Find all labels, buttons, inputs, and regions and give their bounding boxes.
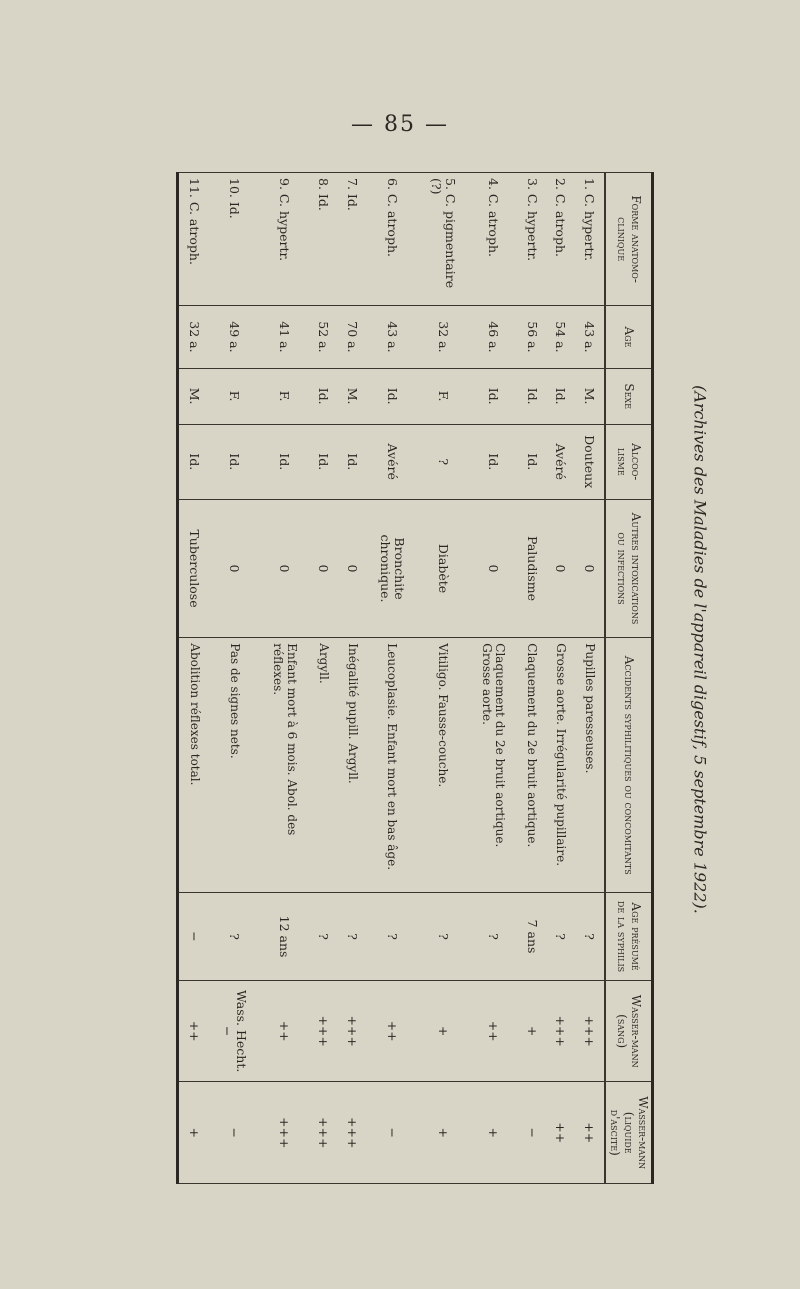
cell-sexe: M. <box>337 368 366 424</box>
header-wass-sang: Wasser-mann (sang) <box>605 980 653 1082</box>
cell-wass-sang: +++ <box>546 980 575 1082</box>
cell-wass-ascite: − <box>366 1082 417 1184</box>
cell-alcool: Id. <box>517 424 546 499</box>
cell-alcool: Id. <box>209 424 260 499</box>
cell-forme: 8. Id. <box>309 173 338 306</box>
cell-sexe: Id. <box>546 368 575 424</box>
header-alcool: Alcoo-lisme <box>605 424 653 499</box>
cell-accidents: Vitiligo. Fausse-couche. <box>417 638 468 893</box>
cell-alcool: Avéré <box>366 424 417 499</box>
cell-age-syph: ? <box>546 893 575 981</box>
cell-forme: 3. C. hypertr. <box>517 173 546 306</box>
cell-alcool: Id. <box>337 424 366 499</box>
cell-wass-ascite: ++ <box>546 1082 575 1184</box>
table-body <box>178 173 605 1184</box>
cell-age: 54 a. <box>546 306 575 368</box>
header-age-syph: Age présumé de la syphilis <box>605 893 653 981</box>
cell-sexe: F. <box>209 368 260 424</box>
cell-wass-ascite: +++ <box>260 1082 309 1184</box>
cell-accidents: Pupilles paresseuses. <box>574 638 604 893</box>
cell-sexe: Id. <box>468 368 517 424</box>
cell-wass-ascite: + <box>468 1082 517 1184</box>
cell-wass-ascite: + <box>178 1082 209 1184</box>
cell-wass-sang: +++ <box>337 980 366 1082</box>
cell-autres: 0 <box>209 499 260 638</box>
cell-forme: 10. Id. <box>209 173 260 306</box>
table-row <box>366 173 417 1184</box>
cell-alcool: ? <box>417 424 468 499</box>
cell-wass-sang: Wass. Hecht. − <box>209 980 260 1082</box>
cell-forme: 7. Id. <box>337 173 366 306</box>
cell-sexe: F. <box>417 368 468 424</box>
cell-wass-sang: +++ <box>574 980 604 1082</box>
cell-wass-sang: ++ <box>260 980 309 1082</box>
header-age: Age <box>605 306 653 368</box>
cell-accidents: Argyll. <box>309 638 338 893</box>
cell-alcool: Avéré <box>546 424 575 499</box>
cell-wass-ascite: +++ <box>337 1082 366 1184</box>
cell-age: 32 a. <box>417 306 468 368</box>
cell-wass-ascite: − <box>209 1082 260 1184</box>
cell-age: 70 a. <box>337 306 366 368</box>
table-frame <box>170 168 660 1188</box>
table-row <box>546 173 575 1184</box>
cell-wass-sang: ++ <box>178 980 209 1082</box>
cell-age-syph: − <box>178 893 209 981</box>
cell-autres: Paludisme <box>517 499 546 638</box>
cell-age: 41 a. <box>260 306 309 368</box>
cell-age-syph: 7 ans <box>517 893 546 981</box>
cell-forme: 6. C. atroph. <box>366 173 417 306</box>
cell-accidents: Pas de signes nets. <box>209 638 260 893</box>
header-row <box>605 173 653 1184</box>
cell-forme: 2. C. atroph. <box>546 173 575 306</box>
cell-sexe: Id. <box>309 368 338 424</box>
table-row <box>209 173 260 1184</box>
cell-accidents: Abolition réflexes total. <box>178 638 209 893</box>
cell-wass-sang: ++ <box>468 980 517 1082</box>
table-row <box>309 173 338 1184</box>
cell-age: 49 a. <box>209 306 260 368</box>
cell-forme: 5. C. pigmentaire (?) <box>417 173 468 306</box>
cell-sexe: Id. <box>366 368 417 424</box>
table-row <box>337 173 366 1184</box>
cell-wass-ascite: + <box>417 1082 468 1184</box>
cell-autres: Tuberculose <box>178 499 209 638</box>
cell-wass-sang: +++ <box>309 980 338 1082</box>
table-row <box>260 173 309 1184</box>
table-row <box>574 173 604 1184</box>
cell-sexe: Id. <box>517 368 546 424</box>
cell-wass-ascite: +++ <box>309 1082 338 1184</box>
cell-age-syph: ? <box>366 893 417 981</box>
cell-alcool: Douteux <box>574 424 604 499</box>
cell-accidents: Grosse aorte. Irrégularité pupillaire. <box>546 638 575 893</box>
cell-alcool: Id. <box>178 424 209 499</box>
cell-age-syph: ? <box>468 893 517 981</box>
cell-accidents: Enfant mort à 6 mois. Abol. des réflexes. <box>260 638 309 893</box>
table-row <box>178 173 209 1184</box>
cell-age: 43 a. <box>366 306 417 368</box>
cell-age: 43 a. <box>574 306 604 368</box>
cell-accidents: Claquement du 2e bruit aortique. <box>517 638 546 893</box>
header-autres: Autres intoxications ou infections <box>605 499 653 638</box>
cell-wass-sang: + <box>417 980 468 1082</box>
header-sexe: Sexe <box>605 368 653 424</box>
cell-alcool: Id. <box>309 424 338 499</box>
cell-autres: 0 <box>574 499 604 638</box>
cell-sexe: F. <box>260 368 309 424</box>
cell-forme: 9. C. hypertr. <box>260 173 309 306</box>
cell-autres: 0 <box>260 499 309 638</box>
header-forme: Forme anatomo-clinique <box>605 173 653 306</box>
header-wass-ascite: Wasser-mann (liquide d'ascite) <box>605 1082 653 1184</box>
header-accidents: Accidents syphilitiques ou concomitants <box>605 638 653 893</box>
cell-autres: Diabète <box>417 499 468 638</box>
cell-age-syph: ? <box>417 893 468 981</box>
cell-autres: 0 <box>309 499 338 638</box>
cell-age-syph: 12 ans <box>260 893 309 981</box>
cell-sexe: M. <box>178 368 209 424</box>
page-number: — 85 — <box>351 112 449 137</box>
cell-autres: 0 <box>468 499 517 638</box>
cell-wass-sang: + <box>517 980 546 1082</box>
cell-forme: 11. C. atroph. <box>178 173 209 306</box>
cell-wass-ascite: − <box>517 1082 546 1184</box>
cell-age-syph: ? <box>209 893 260 981</box>
cell-wass-sang: ++ <box>366 980 417 1082</box>
source-caption: (Archives des Maladies de l'appareil digestif, 5 septembre 1922). <box>690 385 710 914</box>
table-row <box>417 173 468 1184</box>
cell-sexe: M. <box>574 368 604 424</box>
cell-alcool: Id. <box>468 424 517 499</box>
cell-age: 52 a. <box>309 306 338 368</box>
cell-age: 32 a. <box>178 306 209 368</box>
cell-age-syph: ? <box>309 893 338 981</box>
cell-accidents: Claquement du 2e bruit aortique. Grosse aorte. <box>468 638 517 893</box>
cell-autres: 0 <box>337 499 366 638</box>
table-row <box>468 173 517 1184</box>
cell-autres: 0 <box>546 499 575 638</box>
cell-age-syph: ? <box>337 893 366 981</box>
cirrhosis-table <box>176 172 654 1184</box>
cell-age-syph: ? <box>574 893 604 981</box>
rotated-table-container <box>176 172 654 1184</box>
cell-wass-ascite: ++ <box>574 1082 604 1184</box>
cell-accidents: Inégalité pupill. Argyll. <box>337 638 366 893</box>
cell-autres: Bronchite chronique. <box>366 499 417 638</box>
cell-age: 56 a. <box>517 306 546 368</box>
cell-accidents: Leucoplasie. Enfant mort en bas âge. <box>366 638 417 893</box>
cell-age: 46 a. <box>468 306 517 368</box>
cell-forme: 4. C. atroph. <box>468 173 517 306</box>
table-row <box>517 173 546 1184</box>
cell-alcool: Id. <box>260 424 309 499</box>
cell-forme: 1. C. hypertr. <box>574 173 604 306</box>
